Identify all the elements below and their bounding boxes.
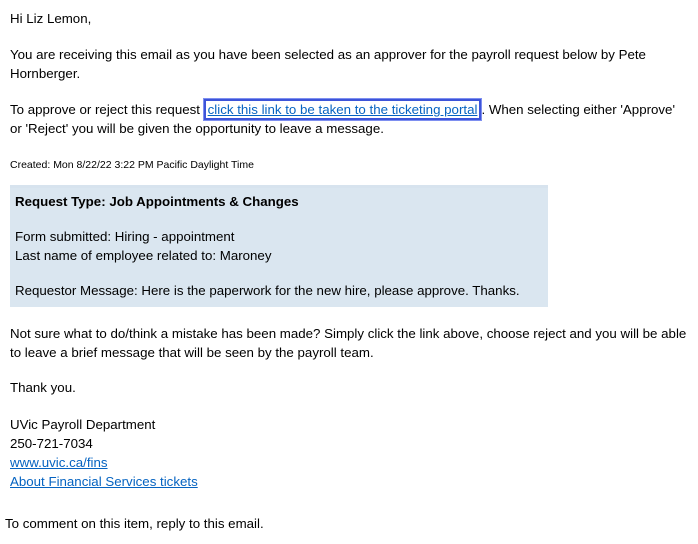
form-submitted: Form submitted: Hiring - appointment: [15, 229, 235, 244]
ticketing-portal-link[interactable]: click this link to be taken to the ticketing portal: [207, 102, 478, 117]
reply-note: To comment on this item, reply to this email.: [5, 516, 264, 531]
thanks-text: Thank you.: [10, 380, 76, 395]
instruction-text: [10, 100, 690, 138]
requestor-message: Requestor Message: Here is the paperwork for the new hire, please approve. Thanks.: [15, 283, 520, 298]
signature: [10, 415, 198, 491]
signature-phone: 250-721-7034: [10, 436, 93, 451]
intro-text: You are receiving this email as you have been selected as an approver for the payroll request below by Pete Hornberger.: [10, 47, 646, 81]
help-text: Not sure what to do/think a mistake has been made? Simply click the link above, choose reject and you will be able to leave a brief message that will be seen by the payroll team.: [10, 326, 687, 360]
website-link[interactable]: www.uvic.ca/fins: [10, 455, 108, 470]
created-timestamp: Created: Mon 8/22/22 3:22 PM Pacific Daylight Time: [10, 159, 254, 171]
financial-services-tickets-link[interactable]: About Financial Services tickets: [10, 474, 198, 489]
instruction-after: . When selecting either 'Approve' or 'Reject' you will be given the opportunity to leave a message.: [10, 102, 675, 136]
employee-last-name: Last name of employee related to: Maroney: [15, 248, 272, 263]
signature-department: UVic Payroll Department: [10, 417, 156, 432]
portal-link-highlight: [204, 99, 482, 120]
instruction-before: To approve or reject this request: [10, 102, 204, 117]
greeting: Hi Liz Lemon,: [10, 11, 92, 26]
request-type: Request Type: Job Appointments & Changes: [15, 194, 299, 209]
request-details-box: [10, 185, 548, 307]
